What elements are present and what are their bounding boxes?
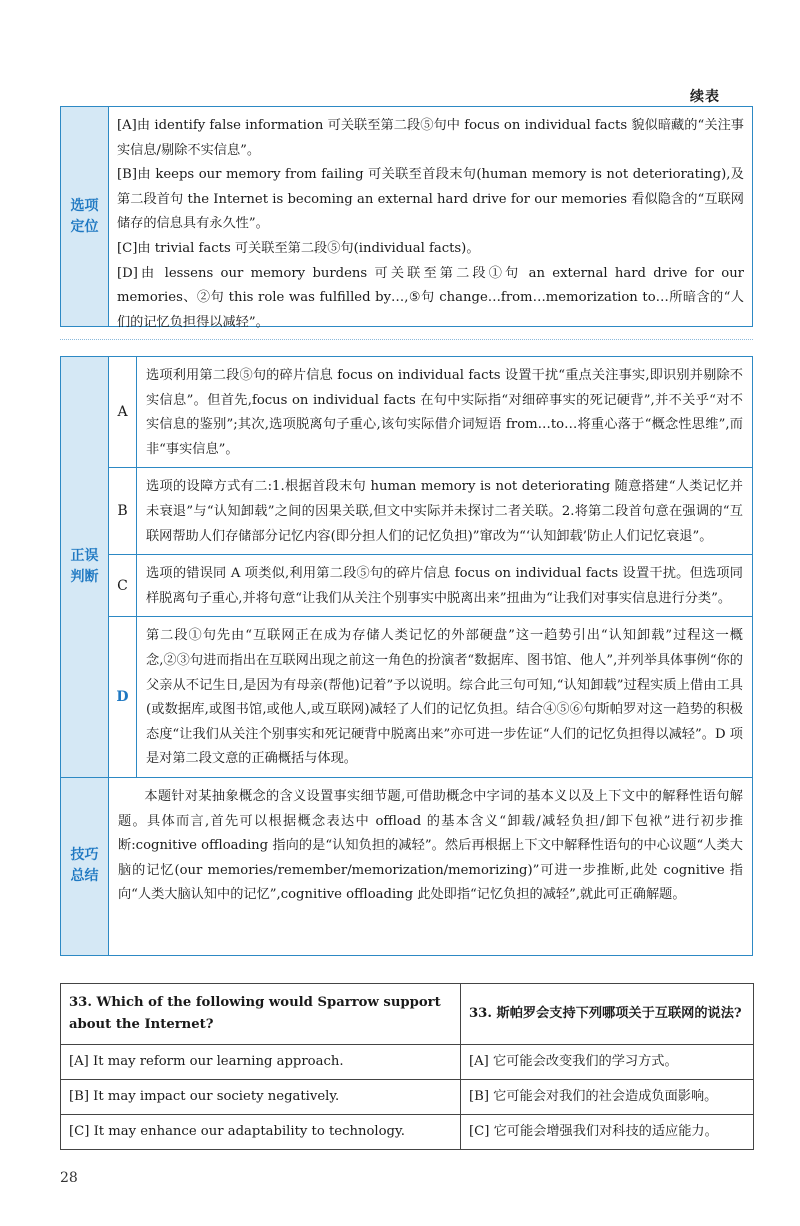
option-zh: [A] 它可能会改变我们的学习方式。 xyxy=(461,1045,754,1080)
locate-item-c: [C]由 trivial facts 可关联至第二段⑤句(individual facts)。 xyxy=(117,240,480,256)
locate-content xyxy=(109,107,752,330)
option-zh: [C] 它可能会增强我们对科技的适应能力。 xyxy=(461,1115,754,1150)
tips-text: 本题针对某抽象概念的含义设置事实细节题,可借助概念中字词的基本义以及上下文中的解释性语句解题。具体而言,首先可以根据概念表达中 offload 的基本含义“卸载/减轻负担/卸下包袱”进行初步推断:cognitive offloading 指向的是“认知负担的减轻”。然后再根据上下文中解释性语句的中心议题“人类大脑的记忆(our memories/remember/memorization/memorizing)”可进一步推断,此处 cognitive 指向“人类大脑认知中的记忆”,cognitive offloading 此处即指“记忆负担的减轻”,就此可正确解题。 xyxy=(118,788,743,903)
judge-letter: C xyxy=(109,555,137,616)
locate-item-a: [A]由 identify false information 可关联至第二段⑤句中 focus on individual facts 貌似暗藏的“关注事实信息/剔除不实信息”。 xyxy=(117,118,744,158)
judge-letter: B xyxy=(109,468,137,554)
option-row-a xyxy=(61,1045,754,1080)
locate-table xyxy=(60,106,753,330)
tips-label xyxy=(61,778,109,955)
judge-label-text: 正误 判断 xyxy=(70,547,99,585)
option-zh: [B] 它可能会对我们的社会造成负面影响。 xyxy=(461,1080,754,1115)
judge-letter-correct: D xyxy=(109,617,137,777)
tips-label-text: 技巧 总结 xyxy=(70,847,99,885)
judge-row-c xyxy=(109,554,752,616)
question-en: 33. Which of the following would Sparrow support about the Internet? xyxy=(61,984,461,1045)
continuation-label: 续表 xyxy=(690,89,720,105)
page-number: 28 xyxy=(60,1170,78,1186)
judge-row-d xyxy=(109,616,752,777)
locate-label-text: 选项 定位 xyxy=(70,197,99,235)
question-zh: 33. 斯帕罗会支持下列哪项关于互联网的说法? xyxy=(461,984,754,1045)
judge-letter: A xyxy=(109,357,137,467)
judge-text: 选项的错误同 A 项类似,利用第二段⑤句的碎片信息 focus on individual facts 设置干扰。但选项同样脱离句子重心,并将句意“让我们从关注个别事实中脱离出来”扭曲为“让我们对事实信息进行分类”。 xyxy=(146,566,743,606)
judge-group xyxy=(61,357,752,777)
option-en: [C] It may enhance our adaptability to technology. xyxy=(61,1115,461,1150)
analysis-table xyxy=(60,356,753,956)
locate-item-b: [B]由 keeps our memory from failing 可关联至首段末句(human memory is not deteriorating),及第二段首句 the Internet is becoming an external hard drive for our memories 看似隐含的“互联网储存的信息具有永久性”。 xyxy=(117,167,744,232)
judge-row-b xyxy=(109,467,752,554)
option-row-c xyxy=(61,1115,754,1150)
locate-label xyxy=(61,107,109,326)
question-head-row xyxy=(61,984,754,1045)
judge-text: 第二段①句先由“互联网正在成为存储人类记忆的外部硬盘”这一趋势引出“认知卸载”过程这一概念,②③句进而指出在互联网出现之前这一角色的扮演者“数据库、图书馆、他人”,并列举具体事例“你的父亲从不记生日,是因为有母亲(帮他)记着”予以说明。综合此三句可知,“认知卸载”过程实质上借由工具(或数据库,或图书馆,或他人,或互联网)减轻了人们的记忆负担。结合④⑤⑥句斯帕罗对这一趋势的积极态度“让我们从关注个别事实和死记硬背中脱离出来”亦可进一步佐证“人们的记忆负担得以减轻”。D 项是对第二段文意的正确概括与体现。 xyxy=(146,628,743,767)
option-en: [A] It may reform our learning approach. xyxy=(61,1045,461,1080)
option-row-b xyxy=(61,1080,754,1115)
judge-label xyxy=(61,357,109,777)
option-en: [B] It may impact our society negatively. xyxy=(61,1080,461,1115)
judge-row-a xyxy=(109,357,752,467)
judge-text: 选项利用第二段⑤句的碎片信息 focus on individual facts 设置干扰“重点关注事实,即识别并剔除不实信息”。但首先,focus on individual facts 在句中实际指“对细碎事实的死记硬背”,并不关乎“对不实信息的鉴别”;其次,选项脱离句子重心,该句实际借介词短语 from…to…将重心落于“概念性思维”,而非“事实信息”。 xyxy=(146,368,743,457)
tips-group xyxy=(61,777,752,955)
judge-text: 选项的设障方式有二:1.根据首段末句 human memory is not deteriorating 随意搭建“人类记忆并未衰退”与“认知卸载”之间的因果关联,但文中实际并未探讨二者关联。2.将第二段首句意在强调的“互联网帮助人们存储部分记忆内容(即分担人们的记忆负担)”窜改为“‘认知卸载’防止人们记忆衰退”。 xyxy=(146,479,743,544)
judge-rows xyxy=(109,357,752,777)
question-table xyxy=(60,983,754,1150)
dotted-separator xyxy=(60,339,753,340)
locate-item-d: [D]由 lessens our memory burdens 可关联至第二段①句 an external hard drive for our memories、②句 this role was fulfilled by…,⑤句 change…from…memorization to…所暗含的“人们的记忆负担得以减轻”。 xyxy=(117,265,744,330)
